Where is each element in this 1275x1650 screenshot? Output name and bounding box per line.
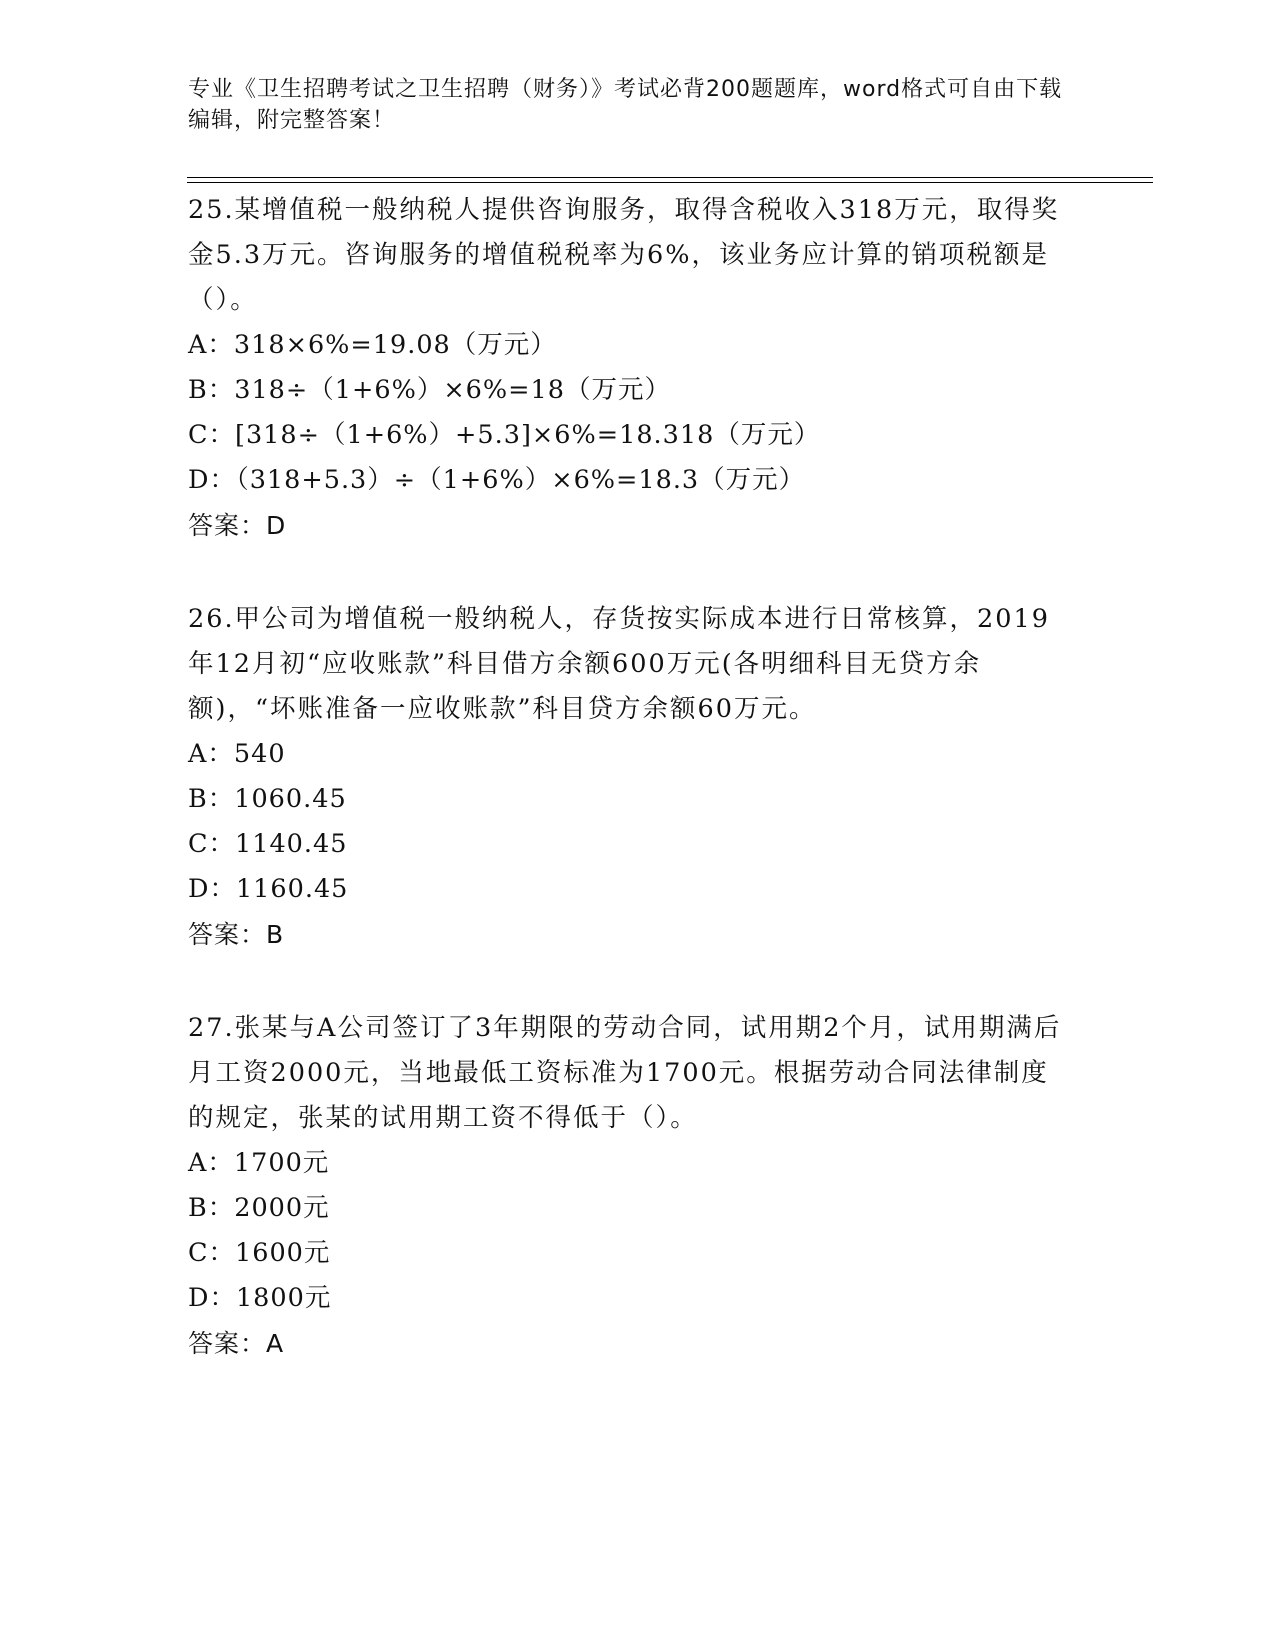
- option-b: B：1060.45: [188, 784, 347, 814]
- option-c: C：1140.45: [188, 829, 348, 859]
- question-stem: 26.甲公司为增值税一般纳税人，存货按实际成本进行日常核算，2019年12月初“应收账款”科目借方余额600万元(各明细科目无贷方余额)，“坏账准备一应收账款”科目贷方余额60万元。: [188, 604, 1050, 724]
- option-a: A：318×6%=19.08（万元）: [188, 330, 557, 360]
- option-b: B：318÷（1+6%）×6%=18（万元）: [188, 375, 671, 405]
- option-a: A：540: [188, 739, 286, 769]
- option-c: C：[318÷（1+6%）+5.3]×6%=18.318（万元）: [188, 420, 821, 450]
- question-25: [188, 188, 1068, 548]
- header-divider-bottom: [187, 182, 1153, 183]
- question-26: [188, 597, 1068, 957]
- option-b: B：2000元: [188, 1193, 330, 1223]
- header-divider-top: [187, 177, 1153, 178]
- option-a: A：1700元: [188, 1148, 330, 1178]
- option-c: C：1600元: [188, 1238, 331, 1268]
- answer: 答案：B: [188, 920, 285, 949]
- option-d: D：1800元: [188, 1283, 332, 1313]
- question-27: [188, 1006, 1068, 1366]
- answer: 答案：A: [188, 1329, 285, 1358]
- question-stem: 25.某增值税一般纳税人提供咨询服务，取得含税收入318万元，取得奖金5.3万元。咨询服务的增值税税率为6%，该业务应计算的销项税额是（）。: [188, 195, 1060, 315]
- option-d: D：1160.45: [188, 874, 349, 904]
- question-stem: 27.张某与A公司签订了3年期限的劳动合同，试用期2个月，试用期满后月工资2000元，当地最低工资标准为1700元。根据劳动合同法律制度的规定，张某的试用期工资不得低于（）。: [188, 1013, 1062, 1133]
- option-d: D：（318+5.3）÷（1+6%）×6%=18.3（万元）: [188, 465, 806, 495]
- answer: 答案：D: [188, 511, 287, 540]
- document-header: 专业《卫生招聘考试之卫生招聘（财务）》考试必背200题题库，word格式可自由下载编辑，附完整答案！: [188, 77, 1063, 133]
